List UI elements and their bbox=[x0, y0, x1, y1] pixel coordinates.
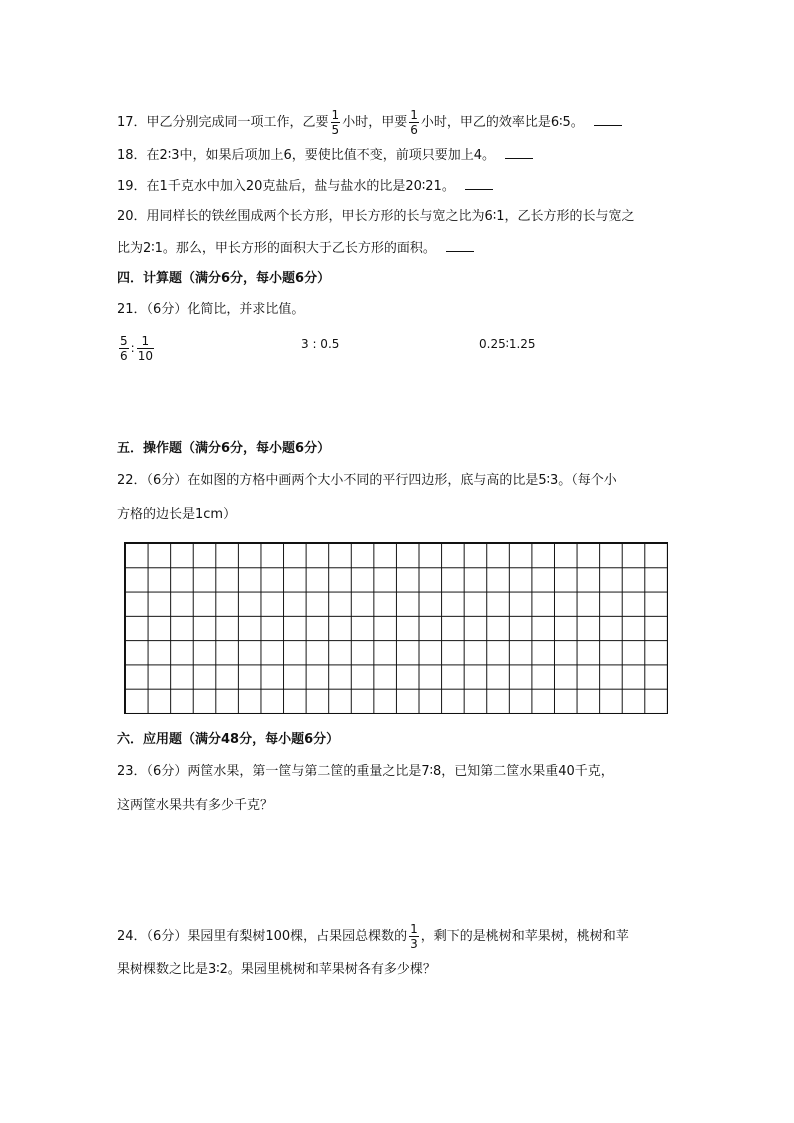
answer-blank-19[interactable] bbox=[465, 177, 493, 190]
q21-expression-2: 3 : 0.5 bbox=[301, 337, 340, 351]
question-17 bbox=[117, 108, 622, 137]
question-19 bbox=[117, 177, 493, 196]
drawing-grid[interactable] bbox=[124, 542, 668, 714]
q17-text-1: 17．甲乙分别完成同一项工作，乙要 bbox=[117, 115, 329, 130]
q18-text: 18．在2∶3中，如果后项加上6，要使比值不变，前项只要加上4。 bbox=[117, 148, 496, 163]
q19-text: 19．在1千克水中加入20克盐后，盐与盐水的比是20∶21。 bbox=[117, 179, 455, 194]
q17-fraction-1: $\frac{1}{5}$ bbox=[331, 108, 340, 137]
q21-e1-fraction-a: $\frac{5}{6}$ bbox=[120, 334, 128, 363]
q24-fraction: $\frac{1}{3}$ bbox=[410, 922, 418, 951]
section-6-title: 六．应用题（满分48分，每小题6分） bbox=[117, 732, 340, 747]
q21-expression-1 bbox=[117, 334, 156, 363]
answer-blank-17[interactable] bbox=[594, 113, 622, 126]
question-18 bbox=[117, 146, 533, 165]
q17-fraction-2: $\frac{1}{6}$ bbox=[410, 108, 418, 137]
q17-text-3: 小时，甲乙的效率比是6∶5。 bbox=[420, 115, 584, 130]
question-22-line-2: 方格的边长是1cm） bbox=[117, 507, 237, 522]
question-22-line-1: 22．（6分）在如图的方格中画两个大小不同的平行四边形，底与高的比是5∶3。（每个小 bbox=[117, 473, 617, 488]
q24-text-2: ，剩下的是桃树和苹果树，桃树和苹 bbox=[420, 929, 629, 944]
question-23-line-2: 这两筐水果共有多少千克？ bbox=[117, 798, 274, 813]
q24-text-1: 24．（6分）果园里有梨树100棵，占果园总棵数的 bbox=[117, 929, 408, 944]
question-20-line-1: 20．用同样长的铁丝围成两个长方形，甲长方形的长与宽之比为6∶1，乙长方形的长与宽之 bbox=[117, 209, 635, 224]
question-23-line-1: 23．（6分）两筐水果，第一筐与第二筐的重量之比是7∶8，已知第二筐水果重40千克， bbox=[117, 764, 614, 779]
q20-text-2: 比为2∶1。那么，甲长方形的面积大于乙长方形的面积。 bbox=[117, 241, 436, 256]
q21-expression-3: 0.25∶1.25 bbox=[479, 337, 536, 351]
question-21-title: 21．（6分）化简比，并求比值。 bbox=[117, 302, 305, 317]
section-4-title: 四．计算题（满分6分，每小题6分） bbox=[117, 271, 331, 286]
answer-blank-18[interactable] bbox=[505, 146, 533, 159]
answer-blank-20[interactable] bbox=[446, 239, 474, 252]
question-24-line-2: 果树棵数之比是3∶2。果园里桃树和苹果树各有多少棵？ bbox=[117, 962, 436, 977]
section-5-title: 五．操作题（满分6分，每小题6分） bbox=[117, 441, 331, 456]
q21-e1-fraction-b: $\frac{1}{10}$ bbox=[137, 334, 153, 363]
question-24-line-1 bbox=[117, 922, 629, 951]
q17-text-2: 小时，甲要 bbox=[342, 115, 408, 130]
q21-e1-separator: : bbox=[130, 341, 135, 355]
question-20-line-2 bbox=[117, 239, 474, 258]
